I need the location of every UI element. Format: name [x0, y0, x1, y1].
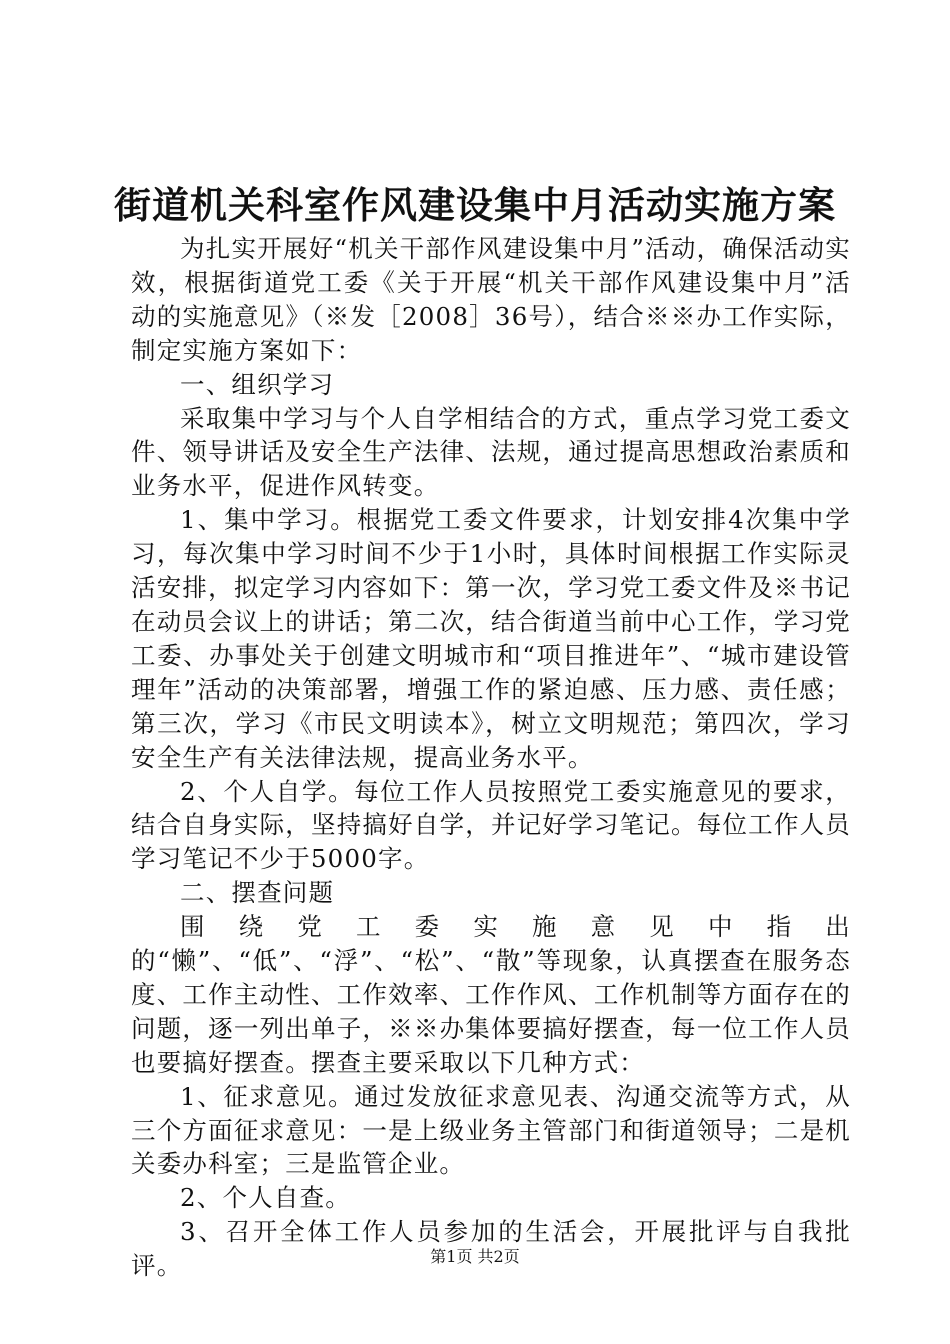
- section-heading: 二、摆查问题: [180, 878, 335, 908]
- body-paragraph: 围绕党工委实施意见中指出的“懒”、“低”、“浮”、“松”、“散”等现象，认真摆查在服务态度、工作主动性、工作效率、工作作风、工作机制等方面存在的问题，逐一列出单子，※※办集体要搞好摆查，每一位工作人员也要搞好摆查。摆查主要采取以下几种方式：: [131, 912, 851, 1077]
- body-paragraph: 2、个人自学。每位工作人员按照党工委实施意见的要求，结合自身实际，坚持搞好自学，并记好学习笔记。每位工作人员学习笔记不少于5000字。: [131, 776, 851, 874]
- page-footer: 第1页 共2页: [430, 1247, 520, 1266]
- document-title: 街道机关科室作风建设集中月活动实施方案: [114, 184, 836, 227]
- section-heading: 一、组织学习: [180, 369, 335, 399]
- intro-paragraph: 为扎实开展好“机关干部作风建设集中月”活动，确保活动实效，根据街道党工委《关于开展“机关干部作风建设集中月”活动的实施意见》（※发［2008］36号），结合※※办工作实际，制定实施方案如下：: [131, 234, 851, 365]
- document-body: [131, 232, 851, 1283]
- body-paragraph: 2、个人自查。: [180, 1183, 351, 1213]
- body-paragraph: 采取集中学习与个人自学相结合的方式，重点学习党工委文件、领导讲话及安全生产法律、法规，通过提高思想政治素质和业务水平，促进作风转变。: [131, 403, 851, 501]
- body-paragraph: 1、征求意见。通过发放征求意见表、沟通交流等方式，从三个方面征求意见：一是上级业务主管部门和街道领导；二是机关委办科室；三是监管企业。: [131, 1081, 851, 1179]
- body-paragraph: 1、集中学习。根据党工委文件要求，计划安排4次集中学习，每次集中学习时间不少于1小时，具体时间根据工作实际灵活安排，拟定学习内容如下：第一次，学习党工委文件及※书记在动员会议上的讲话；第二次，结合街道当前中心工作，学习党工委、办事处关于创建文明城市和“项目推进年”、“城市建设管理年”活动的决策部署，增强工作的紧迫感、压力感、责任感；第三次，学习《市民文明读本》，树立文明规范；第四次，学习安全生产有关法律法规，提高业务水平。: [131, 505, 851, 772]
- body-paragraph: 3、召开全体工作人员参加的生活会，开展批评与自我批评。: [131, 1217, 851, 1281]
